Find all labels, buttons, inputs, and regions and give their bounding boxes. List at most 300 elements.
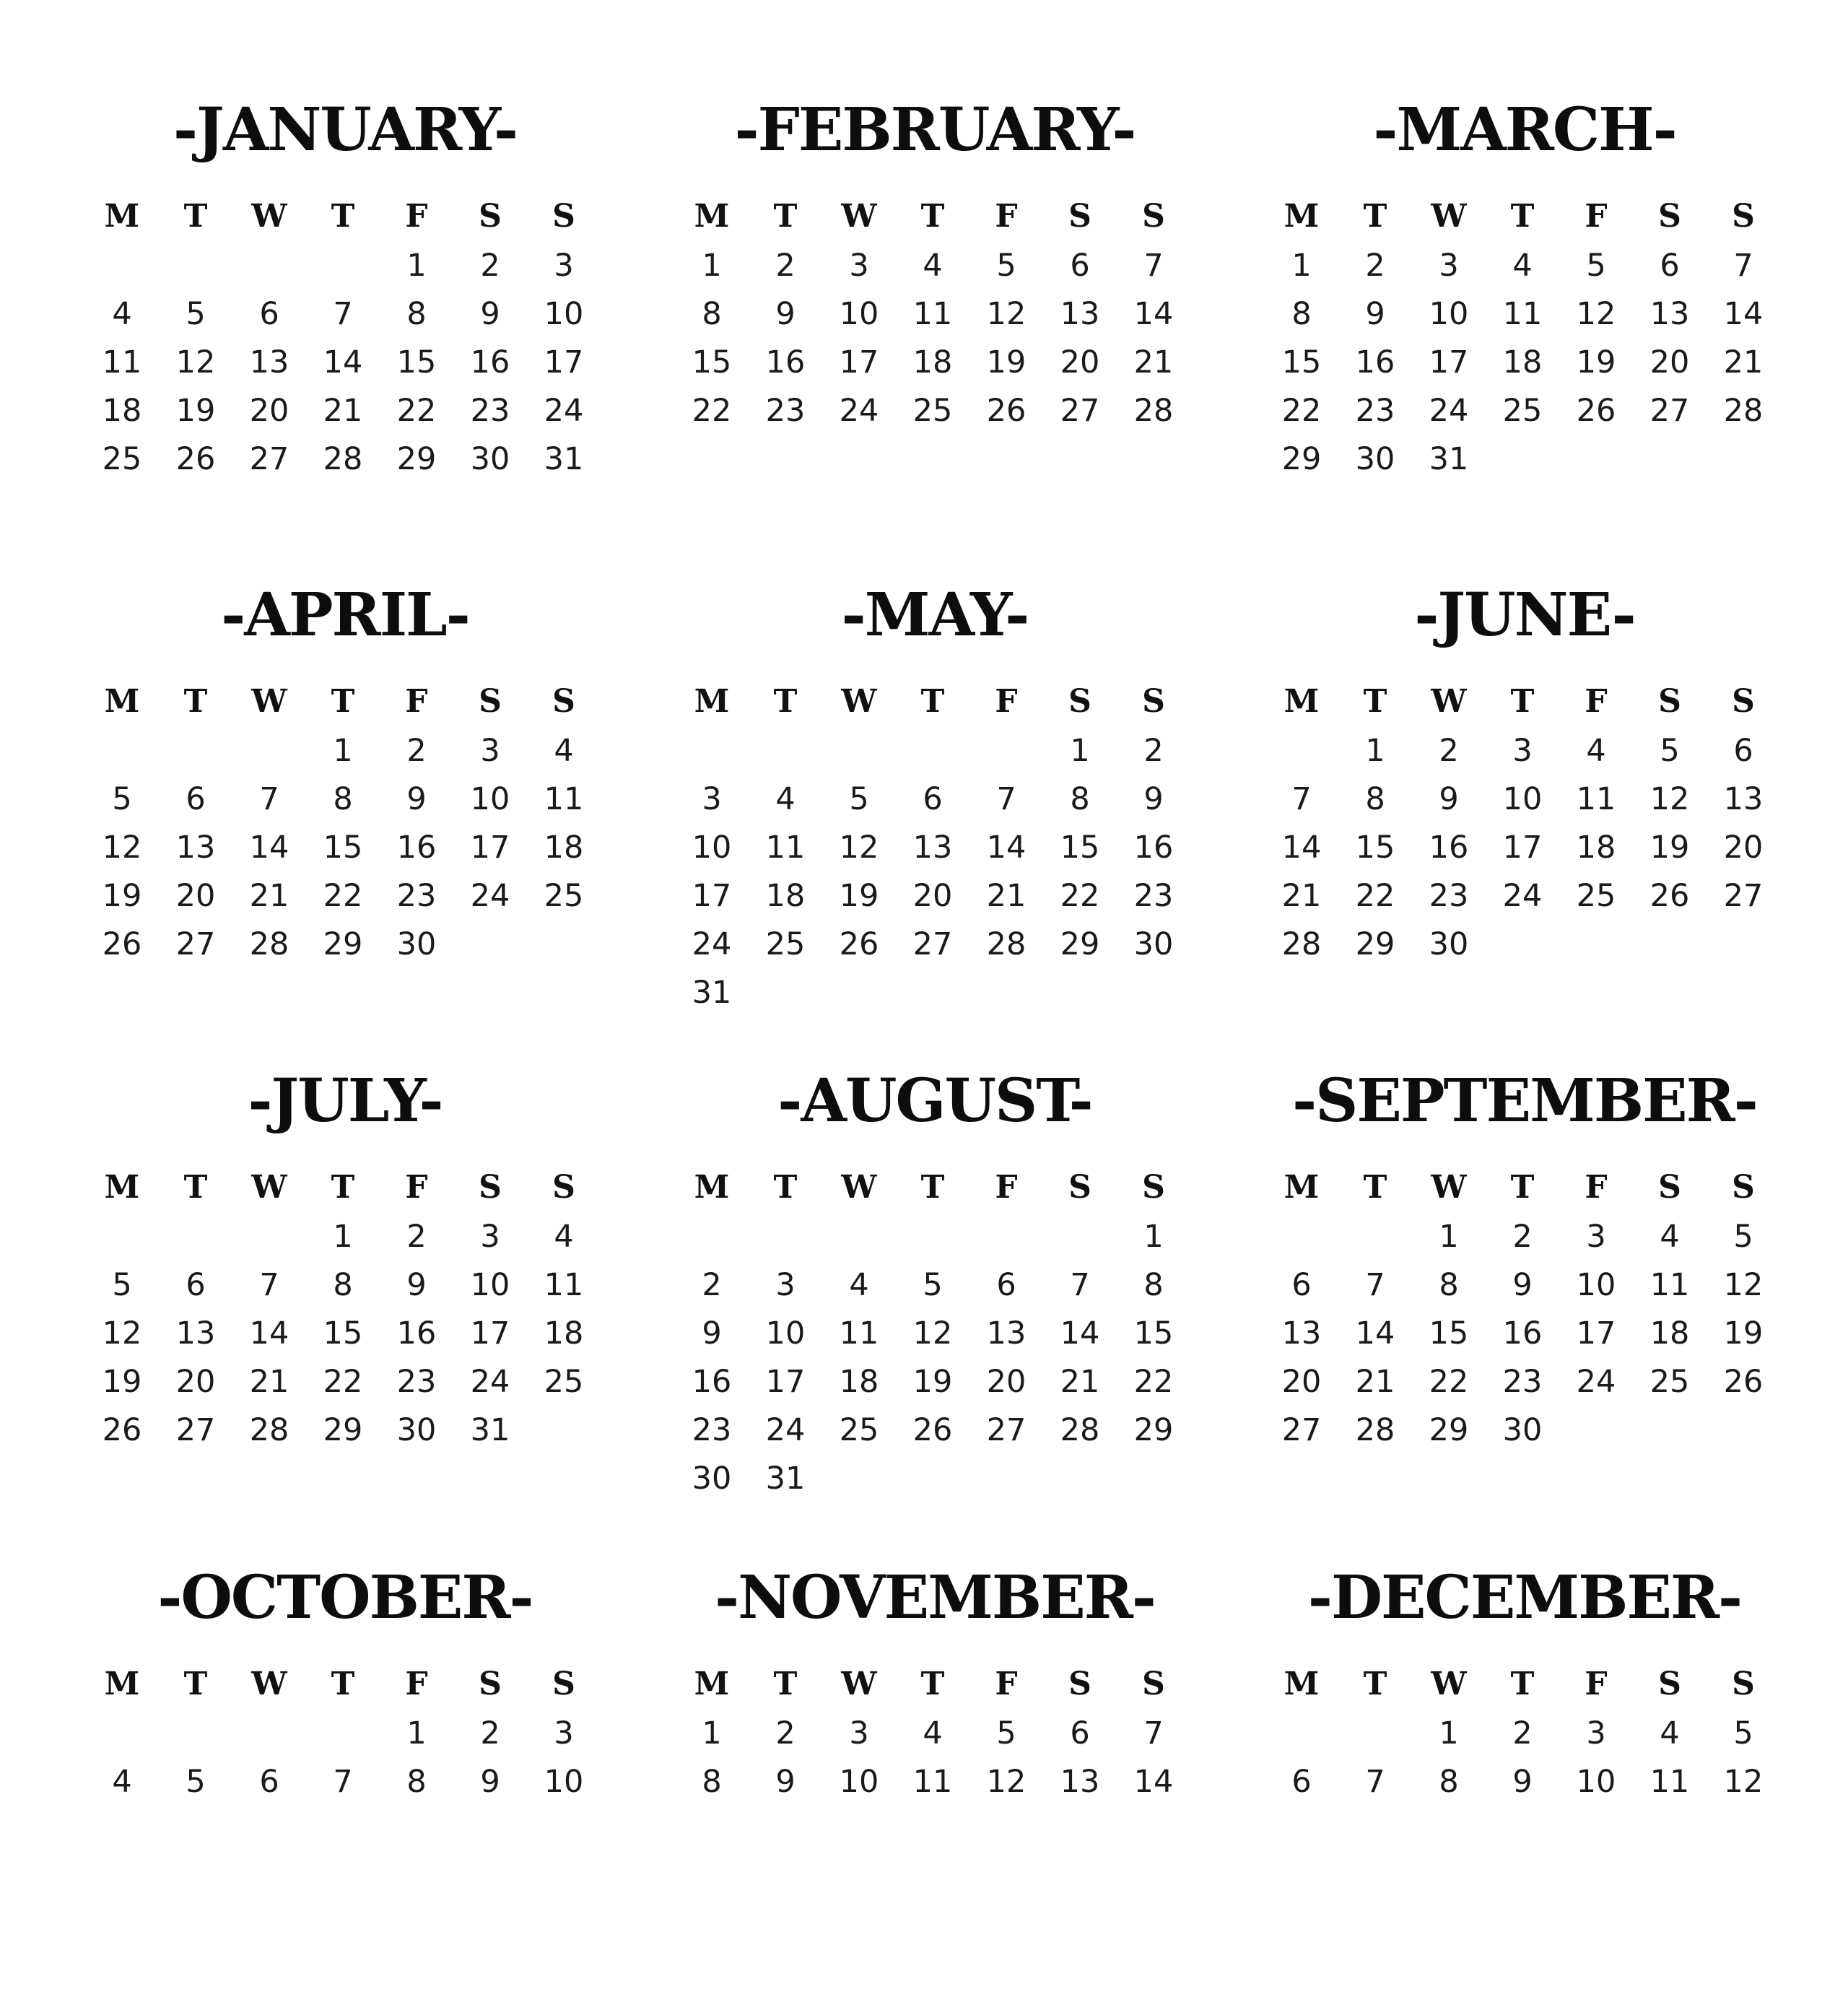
weekday-label: S: [479, 683, 502, 720]
day-cell: 9: [775, 296, 796, 332]
day-cell: 22: [1429, 1364, 1469, 1400]
day-cell: 14: [249, 830, 289, 866]
day-cell: 3: [849, 1715, 869, 1751]
day-cell: 10: [544, 1764, 584, 1800]
day-cell: 27: [175, 1412, 216, 1448]
day-cell: 11: [1649, 1764, 1690, 1800]
month-title: -MARCH-: [1373, 95, 1676, 165]
month-title: -JULY-: [248, 1066, 443, 1136]
day-cell: 17: [1429, 344, 1469, 380]
day-cell: 3: [554, 248, 574, 284]
month-august: [675, 1058, 1195, 1505]
day-cell: 17: [692, 878, 732, 914]
weekday-label: S: [1142, 1666, 1165, 1702]
day-cell: 15: [323, 1315, 363, 1352]
day-cell: 30: [470, 441, 510, 477]
day-cell: 25: [102, 441, 142, 477]
day-cell: 27: [912, 926, 953, 962]
month-january: [85, 87, 605, 534]
weekday-label: W: [841, 198, 877, 235]
day-cell: 20: [986, 1364, 1027, 1400]
day-cell: 17: [765, 1364, 806, 1400]
weekday-label: S: [552, 683, 575, 720]
weekday-label: T: [920, 1169, 945, 1206]
day-cell: 10: [692, 830, 732, 866]
day-cell: 24: [765, 1412, 806, 1448]
day-cell: 22: [323, 878, 363, 914]
weekday-label: M: [694, 1169, 730, 1206]
day-cell: 15: [1429, 1315, 1469, 1352]
day-cell: 10: [1576, 1764, 1616, 1800]
day-cell: 18: [765, 878, 806, 914]
weekday-label: T: [1363, 1169, 1387, 1206]
day-cell: 24: [1429, 393, 1469, 429]
weekday-label: W: [251, 683, 287, 720]
day-cell: 4: [554, 733, 574, 769]
day-cell: 9: [1512, 1764, 1533, 1800]
weekday-label: W: [841, 1169, 877, 1206]
day-cell: 15: [1060, 830, 1100, 866]
weekday-label: W: [1431, 1169, 1467, 1206]
day-cell: 21: [1133, 344, 1174, 380]
day-cell: 6: [186, 1267, 206, 1303]
day-cell: 28: [323, 441, 363, 477]
day-cell: 23: [470, 393, 510, 429]
day-cell: 11: [1576, 781, 1616, 817]
month-july: [85, 1058, 605, 1505]
day-cell: 10: [839, 296, 879, 332]
day-cell: 14: [1355, 1315, 1395, 1352]
day-cell: 15: [1281, 344, 1322, 380]
weekday-label: M: [694, 1666, 730, 1702]
day-cell: 23: [765, 393, 806, 429]
day-cell: 14: [1281, 830, 1322, 866]
day-cell: 4: [849, 1267, 869, 1303]
day-cell: 5: [923, 1267, 943, 1303]
day-cell: 22: [692, 393, 732, 429]
day-cell: 14: [1133, 1764, 1174, 1800]
weekday-label: T: [1510, 1169, 1535, 1206]
day-cell: 12: [1723, 1267, 1764, 1303]
day-cell: 5: [996, 1715, 1016, 1751]
weekday-label: F: [405, 1169, 428, 1206]
weekday-label: S: [1068, 1169, 1091, 1206]
day-cell: 5: [1660, 733, 1680, 769]
day-cell: 6: [923, 781, 943, 817]
weekday-label: T: [773, 198, 798, 235]
day-cell: 16: [470, 344, 510, 380]
day-cell: 2: [702, 1267, 722, 1303]
day-cell: 22: [1281, 393, 1322, 429]
weekday-label: W: [841, 1666, 877, 1702]
day-cell: 11: [1649, 1267, 1690, 1303]
day-cell: 7: [1291, 781, 1312, 817]
day-cell: 10: [1429, 296, 1469, 332]
day-cell: 24: [544, 393, 584, 429]
day-cell: 12: [986, 296, 1027, 332]
day-cell: 29: [1355, 926, 1395, 962]
day-cell: 10: [839, 1764, 879, 1800]
day-cell: 22: [1355, 878, 1395, 914]
day-cell: 9: [406, 781, 427, 817]
month-title: -SEPTEMBER-: [1292, 1066, 1757, 1136]
month-october: [85, 1554, 605, 2002]
day-cell: 28: [1060, 1412, 1100, 1448]
day-cell: 13: [1649, 296, 1690, 332]
day-cell: 21: [1060, 1364, 1100, 1400]
day-cell: 14: [249, 1315, 289, 1352]
day-cell: 2: [480, 248, 500, 284]
day-cell: 17: [470, 1315, 510, 1352]
day-cell: 28: [249, 926, 289, 962]
day-cell: 13: [986, 1315, 1027, 1352]
day-cell: 11: [544, 781, 584, 817]
weekday-label: T: [920, 1666, 945, 1702]
day-cell: 22: [1133, 1364, 1174, 1400]
day-cell: 15: [396, 344, 437, 380]
month-december: [1265, 1554, 1784, 2002]
day-cell: 29: [1060, 926, 1100, 962]
month-title: -APRIL-: [221, 580, 469, 650]
day-cell: 3: [702, 781, 722, 817]
day-cell: 26: [1576, 393, 1616, 429]
day-cell: 1: [1070, 733, 1090, 769]
day-cell: 24: [839, 393, 879, 429]
weekday-label: T: [1363, 198, 1387, 235]
day-cell: 29: [323, 926, 363, 962]
weekday-label: S: [1142, 683, 1165, 720]
day-cell: 7: [996, 781, 1016, 817]
day-cell: 19: [1649, 830, 1690, 866]
weekday-label: S: [479, 1169, 502, 1206]
day-cell: 14: [1723, 296, 1764, 332]
day-cell: 29: [1133, 1412, 1174, 1448]
weekday-label: S: [1658, 683, 1681, 720]
weekday-label: F: [995, 683, 1018, 720]
day-cell: 18: [544, 1315, 584, 1352]
weekday-label: M: [1283, 1169, 1320, 1206]
day-cell: 9: [1439, 781, 1459, 817]
day-cell: 8: [333, 781, 353, 817]
day-cell: 9: [775, 1764, 796, 1800]
day-cell: 22: [323, 1364, 363, 1400]
day-cell: 6: [1070, 248, 1090, 284]
day-cell: 4: [554, 1219, 574, 1255]
day-cell: 20: [1060, 344, 1100, 380]
weekday-label: T: [331, 198, 355, 235]
day-cell: 27: [986, 1412, 1027, 1448]
day-cell: 17: [470, 830, 510, 866]
day-cell: 30: [396, 1412, 437, 1448]
day-cell: 1: [1439, 1715, 1459, 1751]
day-cell: 25: [1576, 878, 1616, 914]
day-cell: 12: [102, 830, 142, 866]
day-cell: 16: [1502, 1315, 1543, 1352]
day-cell: 21: [249, 878, 289, 914]
day-cell: 9: [1512, 1267, 1533, 1303]
day-cell: 18: [102, 393, 142, 429]
day-cell: 4: [112, 296, 132, 332]
day-cell: 23: [396, 878, 437, 914]
weekday-label: T: [331, 1666, 355, 1702]
day-cell: 30: [692, 1461, 732, 1497]
day-cell: 31: [544, 441, 584, 477]
weekday-label: M: [104, 198, 140, 235]
day-cell: 3: [1586, 1715, 1606, 1751]
day-cell: 24: [470, 878, 510, 914]
day-cell: 1: [333, 1219, 353, 1255]
day-cell: 28: [1355, 1412, 1395, 1448]
day-cell: 4: [1660, 1715, 1680, 1751]
day-cell: 9: [480, 1764, 500, 1800]
day-cell: 19: [102, 1364, 142, 1400]
weekday-label: F: [405, 1666, 428, 1702]
weekday-label: S: [1142, 198, 1165, 235]
day-cell: 1: [1365, 733, 1385, 769]
day-cell: 19: [912, 1364, 953, 1400]
weekday-label: S: [1732, 1666, 1755, 1702]
day-cell: 22: [396, 393, 437, 429]
day-cell: 2: [406, 1219, 427, 1255]
day-cell: 8: [1439, 1267, 1459, 1303]
weekday-label: S: [1658, 1169, 1681, 1206]
month-may: [675, 572, 1195, 1019]
day-cell: 15: [1133, 1315, 1174, 1352]
day-cell: 31: [470, 1412, 510, 1448]
day-cell: 12: [839, 830, 879, 866]
day-cell: 8: [1439, 1764, 1459, 1800]
day-cell: 7: [1143, 1715, 1164, 1751]
weekday-label: F: [1585, 1169, 1608, 1206]
weekday-label: W: [251, 1666, 287, 1702]
day-cell: 1: [406, 1715, 427, 1751]
day-cell: 26: [175, 441, 216, 477]
weekday-label: T: [331, 1169, 355, 1206]
day-cell: 8: [702, 296, 722, 332]
day-cell: 8: [406, 1764, 427, 1800]
day-cell: 19: [986, 344, 1027, 380]
day-cell: 5: [1733, 1715, 1753, 1751]
day-cell: 30: [1355, 441, 1395, 477]
day-cell: 8: [702, 1764, 722, 1800]
month-title: -NOVEMBER-: [715, 1563, 1155, 1632]
month-title: -JANUARY-: [173, 95, 517, 165]
day-cell: 9: [406, 1267, 427, 1303]
month-june: [1265, 572, 1784, 1019]
day-cell: 10: [765, 1315, 806, 1352]
weekday-label: F: [1585, 683, 1608, 720]
day-cell: 10: [1576, 1267, 1616, 1303]
day-cell: 26: [102, 1412, 142, 1448]
day-cell: 28: [249, 1412, 289, 1448]
weekday-label: S: [1142, 1169, 1165, 1206]
day-cell: 23: [1429, 878, 1469, 914]
day-cell: 1: [406, 248, 427, 284]
day-cell: 2: [1512, 1219, 1533, 1255]
weekday-label: S: [1732, 1169, 1755, 1206]
month-april: [85, 572, 605, 1019]
weekday-label: W: [841, 683, 877, 720]
day-cell: 5: [112, 1267, 132, 1303]
weekday-label: T: [773, 1666, 798, 1702]
weekday-label: T: [331, 683, 355, 720]
month-november: [675, 1554, 1195, 2002]
day-cell: 2: [775, 1715, 796, 1751]
day-cell: 1: [1439, 1219, 1459, 1255]
day-cell: 28: [986, 926, 1027, 962]
day-cell: 31: [692, 975, 732, 1011]
day-cell: 26: [839, 926, 879, 962]
day-cell: 20: [175, 1364, 216, 1400]
weekday-label: W: [251, 198, 287, 235]
day-cell: 2: [1512, 1715, 1533, 1751]
day-cell: 4: [775, 781, 796, 817]
day-cell: 21: [249, 1364, 289, 1400]
day-cell: 24: [692, 926, 732, 962]
month-title: -FEBRUARY-: [734, 95, 1136, 165]
day-cell: 5: [112, 781, 132, 817]
day-cell: 18: [1576, 830, 1616, 866]
day-cell: 29: [323, 1412, 363, 1448]
day-cell: 23: [1355, 393, 1395, 429]
day-cell: 3: [775, 1267, 796, 1303]
day-cell: 13: [1060, 1764, 1100, 1800]
month-september: [1265, 1058, 1784, 1505]
day-cell: 28: [1723, 393, 1764, 429]
weekday-label: T: [920, 683, 945, 720]
weekday-label: S: [1068, 683, 1091, 720]
day-cell: 2: [1439, 733, 1459, 769]
month-title: -JUNE-: [1414, 580, 1635, 650]
day-cell: 4: [923, 1715, 943, 1751]
month-title: -OCTOBER-: [157, 1563, 533, 1632]
weekday-label: M: [1283, 683, 1320, 720]
day-cell: 19: [175, 393, 216, 429]
day-cell: 13: [1281, 1315, 1322, 1352]
day-cell: 19: [839, 878, 879, 914]
day-cell: 11: [839, 1315, 879, 1352]
day-cell: 8: [406, 296, 427, 332]
day-cell: 27: [1060, 393, 1100, 429]
day-cell: 23: [1502, 1364, 1543, 1400]
day-cell: 25: [1502, 393, 1543, 429]
day-cell: 5: [1586, 248, 1606, 284]
day-cell: 6: [259, 296, 279, 332]
day-cell: 3: [1586, 1219, 1606, 1255]
weekday-label: T: [1510, 1666, 1535, 1702]
day-cell: 14: [986, 830, 1027, 866]
day-cell: 20: [249, 393, 289, 429]
day-cell: 12: [102, 1315, 142, 1352]
day-cell: 31: [765, 1461, 806, 1497]
day-cell: 27: [175, 926, 216, 962]
day-cell: 21: [1355, 1364, 1395, 1400]
day-cell: 6: [1291, 1764, 1312, 1800]
day-cell: 3: [1512, 733, 1533, 769]
weekday-label: S: [1658, 198, 1681, 235]
day-cell: 7: [1365, 1764, 1385, 1800]
day-cell: 30: [1429, 926, 1469, 962]
day-cell: 25: [912, 393, 953, 429]
weekday-label: F: [405, 683, 428, 720]
weekday-label: T: [773, 1169, 798, 1206]
day-cell: 16: [1355, 344, 1395, 380]
day-cell: 28: [1281, 926, 1322, 962]
day-cell: 12: [912, 1315, 953, 1352]
day-cell: 1: [333, 733, 353, 769]
day-cell: 9: [1143, 781, 1164, 817]
day-cell: 7: [333, 296, 353, 332]
day-cell: 21: [986, 878, 1027, 914]
weekday-label: W: [1431, 198, 1467, 235]
day-cell: 11: [102, 344, 142, 380]
weekday-label: W: [251, 1169, 287, 1206]
weekday-label: M: [104, 1666, 140, 1702]
day-cell: 16: [396, 830, 437, 866]
day-cell: 5: [186, 296, 206, 332]
weekday-label: F: [995, 1666, 1018, 1702]
day-cell: 13: [912, 830, 953, 866]
day-cell: 27: [1723, 878, 1764, 914]
day-cell: 7: [1070, 1267, 1090, 1303]
day-cell: 13: [1723, 781, 1764, 817]
weekday-label: T: [183, 683, 208, 720]
day-cell: 19: [1576, 344, 1616, 380]
day-cell: 29: [1281, 441, 1322, 477]
weekday-label: S: [479, 198, 502, 235]
day-cell: 6: [186, 781, 206, 817]
day-cell: 12: [986, 1764, 1027, 1800]
day-cell: 26: [1649, 878, 1690, 914]
day-cell: 3: [849, 248, 869, 284]
day-cell: 30: [1133, 926, 1174, 962]
day-cell: 4: [923, 248, 943, 284]
day-cell: 3: [1439, 248, 1459, 284]
day-cell: 3: [554, 1715, 574, 1751]
month-march: [1265, 87, 1784, 534]
day-cell: 23: [396, 1364, 437, 1400]
weekday-label: M: [1283, 198, 1320, 235]
day-cell: 16: [396, 1315, 437, 1352]
day-cell: 25: [839, 1412, 879, 1448]
day-cell: 4: [112, 1764, 132, 1800]
day-cell: 18: [1502, 344, 1543, 380]
day-cell: 16: [1429, 830, 1469, 866]
weekday-label: T: [920, 198, 945, 235]
day-cell: 29: [396, 441, 437, 477]
day-cell: 26: [912, 1412, 953, 1448]
day-cell: 11: [544, 1267, 584, 1303]
day-cell: 6: [1733, 733, 1753, 769]
day-cell: 2: [1365, 248, 1385, 284]
weekday-label: T: [1510, 683, 1535, 720]
day-cell: 21: [323, 393, 363, 429]
day-cell: 27: [1649, 393, 1690, 429]
day-cell: 22: [1060, 878, 1100, 914]
day-cell: 9: [1365, 296, 1385, 332]
day-cell: 25: [1649, 1364, 1690, 1400]
day-cell: 7: [259, 1267, 279, 1303]
weekday-label: M: [1283, 1666, 1320, 1702]
day-cell: 6: [1291, 1267, 1312, 1303]
day-cell: 6: [996, 1267, 1016, 1303]
weekday-label: S: [1658, 1666, 1681, 1702]
day-cell: 8: [1365, 781, 1385, 817]
day-cell: 21: [1281, 878, 1322, 914]
day-cell: 5: [186, 1764, 206, 1800]
weekday-label: T: [183, 198, 208, 235]
weekday-label: S: [552, 198, 575, 235]
